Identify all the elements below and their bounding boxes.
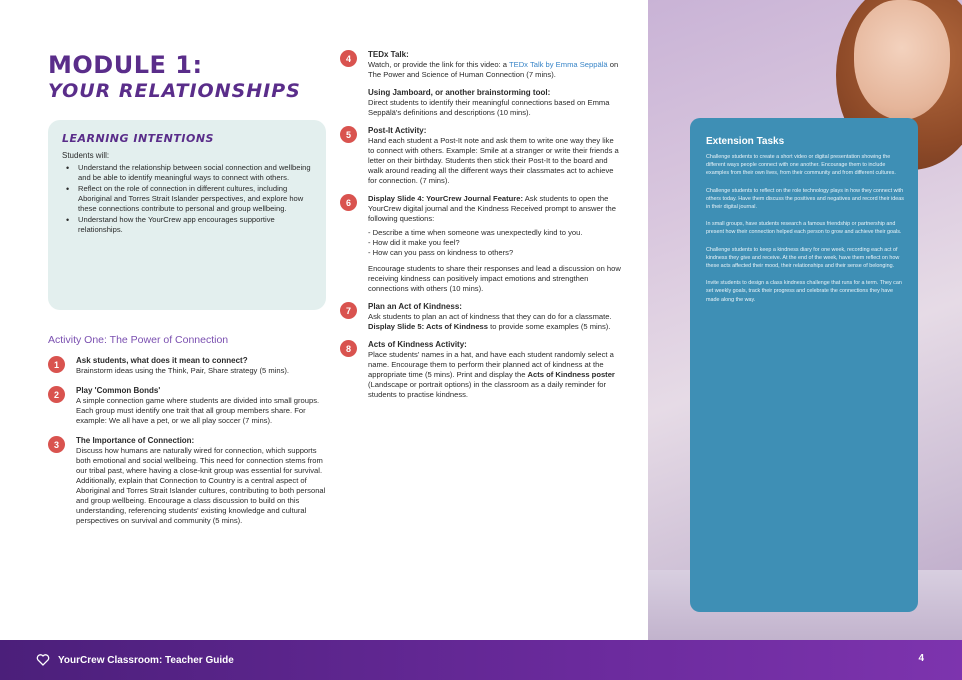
- step-body: Encourage students to share their responses and lead a discussion on how receiving kindness can positively impact emotions and strengthen connections with others (10 mins).: [368, 264, 621, 293]
- step-title: Plan an Act of Kindness:: [368, 302, 462, 311]
- activity-title: Activity One: The Power of Connection: [48, 334, 229, 346]
- step-title: Play 'Common Bonds': [76, 386, 161, 395]
- step-title: Ask students, what does it mean to connect?: [76, 356, 248, 365]
- list-item: - How can you pass on kindness to others?: [368, 248, 514, 257]
- step-number-badge: 3: [48, 436, 65, 453]
- step-number-badge: 5: [340, 126, 357, 143]
- step-number-badge: 2: [48, 386, 65, 403]
- step-title: Acts of Kindness Activity:: [368, 340, 467, 349]
- left-column: [48, 52, 328, 536]
- step-body-text: (Landscape or portrait options) in the classroom as a daily reminder for students to practise kindness.: [368, 380, 607, 399]
- extension-paragraph: Challenge students to keep a kindness diary for one week, recording each act of kindness they give and receive. At the end of the week, have them reflect on how these acts affected their mood, their relationships and their sense of belonging.: [706, 246, 900, 270]
- step-8: [340, 340, 622, 400]
- step-2: [48, 386, 328, 426]
- step-number-badge: 7: [340, 302, 357, 319]
- step-number-badge: 4: [340, 50, 357, 67]
- step-body: Hand each student a Post-It note and ask them to write one way they like to connect with others. Example: Smile at a stranger or write their friends a letter on their birthday. Students then stick their Post-It to the board and walk around reading all the different ways their classmates act to achieve for connection. (7 mins).: [368, 136, 619, 185]
- step-body-text: Watch, or provide the link for this video: a: [368, 60, 509, 69]
- extension-paragraph: Challenge students to reflect on the role technology plays in how they connect with others today. Have them discuss the positives and negatives and record their ideas in their digital journal.: [706, 187, 904, 211]
- step-body: Direct students to identify their meaningful connections based on Emma Seppälä's definitions and descriptions (10 mins).: [368, 98, 610, 117]
- middle-column: [340, 50, 622, 408]
- footer-guide-title: YourCrew Classroom: Teacher Guide: [58, 654, 234, 666]
- step-title: The Importance of Connection:: [76, 436, 195, 445]
- photo-face-shape: [854, 0, 950, 120]
- step-number-badge: 6: [340, 194, 357, 211]
- extension-paragraph: Invite students to design a class kindness challenge that runs for a term. They can set weekly goals, track their progress and celebrate the connections they have made along the way.: [706, 280, 902, 303]
- step-6: [340, 194, 622, 294]
- step-4: [340, 50, 622, 80]
- tedx-talk-link[interactable]: TEDx Talk by Emma Seppälä: [508, 60, 608, 69]
- module-subtitle: YOUR RELATIONSHIPS: [48, 80, 301, 102]
- step-body: [368, 312, 622, 332]
- step-body: Discuss how humans are naturally wired for connection, which supports both emotional and social wellbeing. This need for connection stems from our tribal past, where having a close-knit group was essential for survival. Additionally, explain that Connection to Country is a central aspect of Aboriginal and Torres Strait Islander cultures, contributing to both personal and group wellbeing. Encourage a class discussion to build on this understanding, referencing students' existing knowledge and cultural perspectives on survival and community (5 mins).: [76, 446, 326, 525]
- step-5: [340, 126, 622, 186]
- question-list: [368, 228, 622, 258]
- step-body-text: Ask students to plan an act of kindness that they can do for a classmate.: [368, 312, 612, 321]
- step-body: A simple connection game where students are divided into small groups. Each group must identify one trait that all group members share. For example: We all have a pet, or we all play soccer (7 mins).: [76, 396, 320, 425]
- list-item: • Understand the relationship between social connection and wellbeing and be able to identify meaningful ways to connect with others.: [62, 163, 312, 183]
- step-title: Display Slide 4: YourCrew Journal Feature:: [368, 194, 524, 203]
- footer-bar: [0, 640, 962, 680]
- extension-tasks-box: [690, 118, 918, 612]
- step-7: [340, 302, 622, 332]
- module-title: MODULE 1:: [48, 51, 203, 79]
- learning-intentions-box: [48, 120, 326, 310]
- step-number-badge: 8: [340, 340, 357, 357]
- step-1: [48, 356, 328, 376]
- step-number-badge: 1: [48, 356, 65, 373]
- list-item: • Understand how the YourCrew app encourages supportive relationships.: [62, 215, 312, 235]
- jamboard-block: [340, 88, 622, 118]
- step-body: Brainstorm ideas using the Think, Pair, Share strategy (5 mins).: [76, 366, 289, 375]
- page-number: 4: [918, 653, 924, 664]
- list-item: - Describe a time when someone was unexpectedly kind to you.: [368, 228, 583, 237]
- step-body: [368, 60, 622, 80]
- step-body: [368, 350, 622, 400]
- slide-reference: Display Slide 5: Acts of Kindness: [368, 322, 488, 331]
- list-item: - How did it make you feel?: [368, 238, 460, 247]
- extension-paragraph: Challenge students to create a short video or digital presentation showing the different ways people connect with one another. Encourage them to include examples from their own lives, from their community and from different cultures.: [706, 154, 896, 177]
- learning-intentions-title: LEARNING INTENTIONS: [62, 132, 214, 145]
- step-title: Using Jamboard, or another brainstorming tool:: [368, 88, 551, 97]
- learning-intentions-intro: Students will:: [62, 151, 110, 160]
- step-body-text: Ask students to open the YourCrew digital journal and the Kindness Received prompt to answer the following questions:: [368, 194, 616, 223]
- step-body-text: to provide some examples (5 mins).: [487, 322, 611, 331]
- learning-intentions-list: [62, 163, 312, 235]
- step-body-text: on The Power and Science of Human Connection (7 mins).: [368, 60, 619, 79]
- step-body: [368, 194, 622, 224]
- step-title: Post-It Activity:: [368, 126, 427, 135]
- step-body-text: Place students' names in a hat, and have each student randomly select a name. Encourage them to perform their planned act of kindness at the appropriate time (5 mins). Print and display the: [368, 350, 614, 379]
- step-title: TEDx Talk:: [368, 50, 409, 59]
- heart-icon: [36, 653, 50, 667]
- extension-tasks-title: Extension Tasks: [706, 136, 785, 147]
- step-3: [48, 436, 328, 526]
- extension-paragraph: In small groups, have students research a famous friendship or partnership and present how their connection helped each person to grow and achieve their goals.: [706, 221, 902, 236]
- poster-reference: Acts of Kindness poster: [527, 370, 615, 379]
- list-item: • Reflect on the role of connection in different cultures, including Aboriginal and Torres Strait Islander perspectives, and explore how these connections contribute to personal and group wellbeing.: [62, 184, 312, 214]
